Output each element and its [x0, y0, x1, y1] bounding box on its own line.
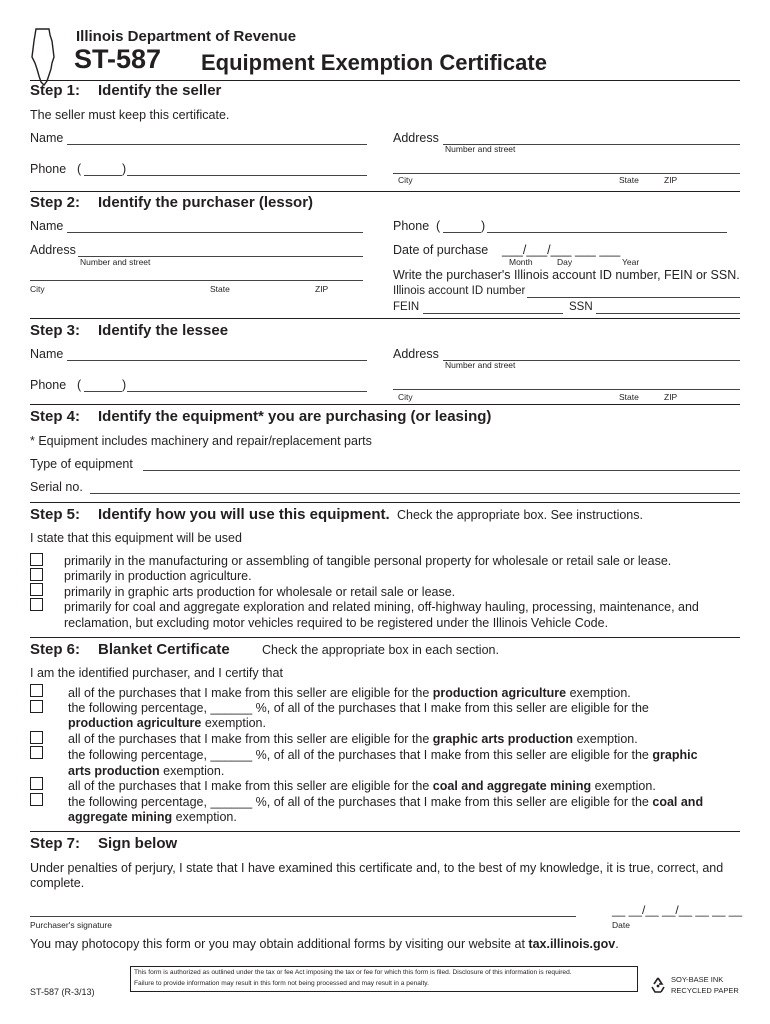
step6-label: Step 6:	[30, 641, 81, 658]
equipment-type-label: Type of equipment	[30, 457, 133, 471]
serial-no-label: Serial no.	[30, 480, 83, 494]
step5-intro: I state that this equipment will be used	[30, 531, 242, 545]
pct-coal-mining-text	[68, 795, 703, 809]
step1-title: Identify the seller	[98, 82, 222, 99]
step3-rule	[30, 318, 740, 319]
use-option-manufacturing: primarily in the manufacturing or assembling of tangible personal property for wholesale or retail sale or lease.	[64, 554, 672, 568]
step2-rule	[30, 191, 740, 192]
seller-phone-open: (	[77, 162, 82, 176]
lessee-name-input[interactable]	[67, 348, 367, 361]
step3-title: Identify the lessee	[98, 322, 229, 339]
purchaser-number-street-caption: Number and street	[80, 257, 151, 267]
step7-title: Sign below	[98, 835, 178, 852]
pct-coal-mining-checkbox[interactable]	[30, 793, 43, 806]
serial-no-input[interactable]	[90, 481, 740, 494]
purchaser-phone-open: (	[436, 219, 441, 233]
coal-term-a: coal and	[652, 795, 704, 809]
recycled-paper-label: RECYCLED PAPER	[671, 986, 739, 995]
step7-rule	[30, 831, 740, 832]
lessee-address-label: Address	[393, 347, 439, 361]
equipment-type-input[interactable]	[143, 458, 740, 471]
step1-note: The seller must keep this certificate.	[30, 108, 230, 122]
day-caption: Day	[557, 257, 573, 267]
website-link[interactable]: tax.illinois.gov	[528, 937, 616, 951]
form-revision: ST-587 (R-3/13)	[30, 987, 95, 997]
step4-label: Step 4:	[30, 408, 81, 425]
fein-label: FEIN	[393, 301, 420, 313]
equipment-footnote: * Equipment includes machinery and repair/replacement parts	[30, 434, 372, 448]
pct-graphic-arts-text	[68, 748, 698, 762]
photocopy-text: You may photocopy this form or you may obtain additional forms by visiting our website at	[30, 937, 525, 951]
exemption-word: exemption.	[569, 686, 631, 700]
purchaser-signature-input[interactable]	[30, 904, 576, 917]
all-pre-text: all of the purchases that I make from this seller are eligible for the	[68, 732, 430, 746]
pct-coal-mining-cont	[68, 810, 237, 824]
recycle-icon	[649, 976, 667, 994]
purchaser-name-input[interactable]	[67, 220, 363, 233]
purchaser-street-input[interactable]	[78, 244, 363, 257]
step6-intro: I am the identified purchaser, and I certify that	[30, 666, 283, 680]
seller-zip-caption: ZIP	[664, 175, 678, 185]
signature-date-blank[interactable]: __ __/__ __/__ __ __ __	[612, 903, 743, 917]
step2-label: Step 2:	[30, 194, 81, 211]
date-caption: Date	[612, 920, 630, 930]
use-option-graphic-arts: primarily in graphic arts production for wholesale or retail sale or lease.	[64, 585, 456, 599]
graphic-term-b: arts production	[68, 764, 160, 778]
production-agriculture-term: production agriculture	[68, 716, 202, 730]
soy-ink-label: SOY-BASE INK	[671, 975, 724, 984]
fein-input[interactable]	[423, 301, 563, 314]
use-graphic-arts-checkbox[interactable]	[30, 583, 43, 596]
all-graphic-arts-checkbox[interactable]	[30, 731, 43, 744]
pct-graphic-arts-checkbox[interactable]	[30, 746, 43, 759]
use-production-agriculture-checkbox[interactable]	[30, 568, 43, 581]
lessee-area-code-input[interactable]	[84, 379, 122, 392]
seller-state-caption: State	[619, 175, 639, 185]
lessee-city-state-zip-input[interactable]	[393, 377, 740, 390]
exemption-word: exemption.	[175, 810, 237, 824]
purchaser-city-caption: City	[30, 284, 45, 294]
step6-rule	[30, 637, 740, 638]
purchaser-phone-input[interactable]	[487, 220, 727, 233]
pct-graphic-arts-cont	[68, 764, 224, 778]
step5-rule	[30, 502, 740, 503]
exemption-word: exemption.	[594, 779, 656, 793]
ssn-input[interactable]	[596, 301, 740, 314]
purchaser-city-state-zip-input[interactable]	[30, 268, 363, 281]
production-agriculture-term: production agriculture	[432, 686, 567, 700]
seller-name-label: Name	[30, 131, 64, 145]
all-graphic-arts-text	[68, 732, 638, 746]
purchaser-state-caption: State	[210, 284, 230, 294]
step1-label: Step 1:	[30, 82, 81, 99]
seller-city-state-zip-input[interactable]	[393, 161, 740, 174]
ssn-label: SSN	[569, 301, 593, 313]
penalty-statement-cont: complete.	[30, 876, 85, 890]
purchase-date-label: Date of purchase	[393, 243, 489, 257]
all-pre-text: all of the purchases that I make from this seller are eligible for the	[68, 686, 430, 700]
disclosure-line-1: This form is authorized as outlined under the tax or fee Act imposing the tax or fee for which this form is filed. Disclosure of this information is required.	[134, 969, 572, 976]
step7-label: Step 7:	[30, 835, 81, 852]
penalty-statement: Under penalties of perjury, I state that I have examined this certificate and, to the best of my knowledge, it is true, correct, and	[30, 861, 724, 875]
agency-name: Illinois Department of Revenue	[76, 28, 297, 45]
step3-label: Step 3:	[30, 322, 81, 339]
purchaser-phone-close: )	[481, 219, 486, 233]
lessee-name-label: Name	[30, 347, 64, 361]
purchaser-signature-caption: Purchaser's signature	[30, 920, 112, 930]
write-id-instruction: Write the purchaser's Illinois account ID number, FEIN or SSN.	[393, 268, 740, 282]
seller-city-caption: City	[398, 175, 413, 185]
seller-phone-label: Phone	[30, 162, 67, 176]
lessee-city-caption: City	[398, 392, 413, 402]
lessee-phone-open: (	[77, 378, 82, 392]
year-caption: Year	[622, 257, 640, 267]
purchaser-address-label: Address	[30, 243, 76, 257]
step2-title: Identify the purchaser (lessor)	[98, 194, 314, 211]
photocopy-note	[30, 937, 619, 951]
step6-title-suffix: Check the appropriate box in each section.	[262, 643, 499, 657]
seller-phone-input[interactable]	[127, 163, 367, 176]
graphic-term-a: graphic	[652, 748, 698, 762]
use-option-coal-aggregate: primarily for coal and aggregate exploration and related mining, off-highway hauling, processing, maintenance, and	[64, 600, 699, 614]
all-pre-text: all of the purchases that I make from this seller are eligible for the	[68, 779, 430, 793]
lessee-phone-close: )	[122, 378, 127, 392]
lessee-zip-caption: ZIP	[664, 392, 678, 402]
il-account-label: Illinois account ID number	[393, 285, 526, 297]
coal-term-b: aggregate mining	[68, 810, 173, 824]
pct-production-agriculture-checkbox[interactable]	[30, 700, 43, 713]
illinois-state-outline-icon	[30, 27, 58, 87]
use-coal-aggregate-checkbox[interactable]	[30, 598, 43, 611]
all-coal-mining-checkbox[interactable]	[30, 777, 43, 790]
lessee-phone-input[interactable]	[127, 379, 367, 392]
use-manufacturing-checkbox[interactable]	[30, 553, 43, 566]
step1-rule	[30, 80, 740, 81]
purchaser-name-label: Name	[30, 219, 64, 233]
exemption-word: exemption.	[163, 764, 225, 778]
pct-pre-text: the following percentage, ______ %, of all of the purchases that I make from this seller are eligible for the	[68, 748, 649, 762]
seller-area-code-input[interactable]	[84, 163, 122, 176]
purchase-date-blank[interactable]: ___/___/___ ___ ___	[502, 243, 621, 257]
step4-title: Identify the equipment* you are purchasing (or leasing)	[98, 408, 492, 425]
all-production-agriculture-checkbox[interactable]	[30, 684, 43, 697]
pct-production-agriculture-text: the following percentage, ______ %, of all of the purchases that I make from this seller are eligible for the	[68, 701, 649, 715]
lessee-phone-label: Phone	[30, 378, 67, 392]
il-account-input[interactable]	[527, 285, 740, 298]
step6-title: Blanket Certificate	[98, 641, 230, 658]
step4-rule	[30, 404, 740, 405]
form-title: Equipment Exemption Certificate	[201, 50, 547, 75]
photocopy-period: .	[615, 937, 619, 951]
purchaser-phone-label: Phone	[393, 219, 430, 233]
seller-address-label: Address	[393, 131, 439, 145]
exemption-word: exemption.	[204, 716, 266, 730]
graphic-arts-term: graphic arts production	[432, 732, 574, 746]
all-production-agriculture-text	[68, 686, 631, 700]
exemption-word: exemption.	[576, 732, 638, 746]
use-option-coal-aggregate-cont: reclamation, but excluding motor vehicles required to be registered under the Illinois Vehicle Code.	[64, 616, 609, 630]
coal-mining-term: coal and aggregate mining	[432, 779, 592, 793]
disclosure-line-2: Failure to provide information may result in this form not being processed and may result in a penalty.	[134, 980, 429, 987]
lessee-state-caption: State	[619, 392, 639, 402]
month-caption: Month	[509, 257, 533, 267]
seller-name-input[interactable]	[67, 132, 367, 145]
step5-title-suffix: Check the appropriate box. See instructions.	[397, 508, 643, 522]
form-number: ST-587	[74, 44, 162, 74]
pct-production-agriculture-cont	[68, 716, 266, 730]
purchaser-zip-caption: ZIP	[315, 284, 329, 294]
lessee-number-street-caption: Number and street	[445, 360, 516, 370]
purchaser-area-code-input[interactable]	[443, 220, 481, 233]
step5-label: Step 5:	[30, 506, 81, 523]
pct-pre-text: the following percentage, ______ %, of all of the purchases that I make from this seller are eligible for the	[68, 795, 649, 809]
seller-phone-close: )	[122, 162, 127, 176]
all-coal-mining-text	[68, 779, 656, 793]
seller-number-street-caption: Number and street	[445, 144, 516, 154]
use-option-production-agriculture: primarily in production agriculture.	[64, 569, 252, 583]
step5-title: Identify how you will use this equipment.	[98, 506, 390, 523]
